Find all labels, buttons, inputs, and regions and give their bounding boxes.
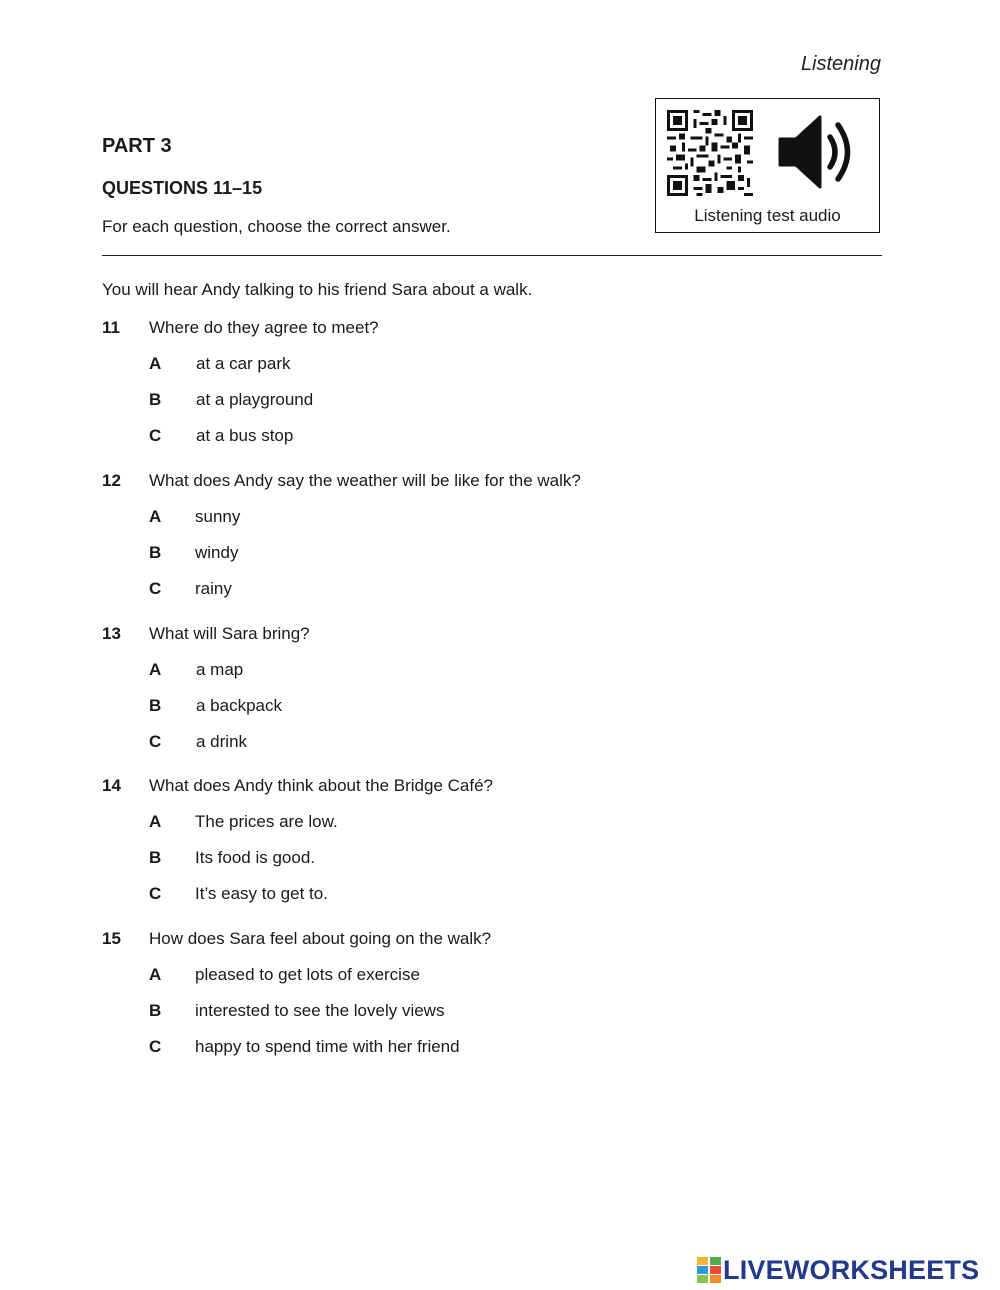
question-text: What does Andy think about the Bridge Café? — [149, 776, 494, 795]
option-letter: A — [149, 507, 162, 526]
option-letter: C — [149, 884, 162, 903]
divider — [102, 255, 882, 256]
option-letter: B — [149, 390, 162, 409]
answer-option-b[interactable] — [102, 390, 882, 412]
option-letter: A — [149, 660, 162, 679]
answer-option-a[interactable] — [102, 660, 882, 682]
question-12 — [102, 471, 882, 601]
questions-range: QUESTIONS 11–15 — [102, 178, 263, 198]
answer-option-b[interactable] — [102, 696, 882, 718]
answer-option-c[interactable] — [102, 732, 882, 754]
answer-option-b[interactable] — [102, 848, 882, 870]
logo-text: LIVEWORKSHEETS — [723, 1255, 980, 1285]
question-text: What will Sara bring? — [149, 624, 310, 643]
question-number: 13 — [102, 624, 121, 643]
answer-option-b[interactable] — [102, 543, 882, 565]
option-letter: C — [149, 732, 162, 751]
option-text: Its food is good. — [195, 848, 316, 867]
question-number: 12 — [102, 471, 121, 490]
option-text: a map — [196, 660, 244, 679]
answer-option-c[interactable] — [102, 579, 882, 601]
answer-option-c[interactable] — [102, 884, 882, 906]
answer-option-c[interactable] — [102, 1037, 882, 1059]
question-number: 15 — [102, 929, 121, 948]
option-text: It’s easy to get to. — [195, 884, 328, 903]
answer-option-a[interactable] — [102, 812, 882, 834]
option-letter: B — [149, 1001, 162, 1020]
option-letter: A — [149, 812, 162, 831]
option-text: interested to see the lovely views — [195, 1001, 445, 1020]
audio-player-box[interactable] — [655, 98, 880, 233]
liveworksheets-logo[interactable] — [697, 1254, 995, 1286]
answer-option-a[interactable] — [102, 965, 882, 987]
logo-blocks-icon — [697, 1257, 721, 1283]
question-14 — [102, 776, 882, 906]
option-text: sunny — [195, 507, 241, 526]
answer-option-a[interactable] — [102, 507, 882, 529]
intro-text: You will hear Andy talking to his friend Sara about a walk. — [102, 280, 533, 299]
option-text: a drink — [196, 732, 248, 751]
option-text: windy — [195, 543, 239, 562]
question-11 — [102, 318, 882, 448]
question-number: 11 — [102, 318, 120, 337]
option-text: The prices are low. — [195, 812, 338, 831]
section-label: Listening — [800, 53, 881, 75]
qr-code-icon[interactable] — [667, 110, 753, 196]
question-13 — [102, 624, 882, 754]
question-text: Where do they agree to meet? — [149, 318, 379, 337]
question-text: What does Andy say the weather will be like for the walk? — [149, 471, 581, 490]
option-letter: A — [149, 354, 162, 373]
option-text: a backpack — [196, 696, 282, 715]
option-text: happy to spend time with her friend — [195, 1037, 460, 1056]
option-letter: A — [149, 965, 162, 984]
option-letter: B — [149, 543, 162, 562]
answer-option-b[interactable] — [102, 1001, 882, 1023]
answer-option-c[interactable] — [102, 426, 882, 448]
instruction-text: For each question, choose the correct answer. — [102, 217, 451, 236]
option-text: pleased to get lots of exercise — [195, 965, 420, 984]
option-letter: C — [149, 1037, 162, 1056]
option-letter: C — [149, 579, 162, 598]
question-number: 14 — [102, 776, 121, 795]
part-title: PART 3 — [102, 135, 172, 157]
speaker-icon[interactable] — [778, 115, 854, 189]
option-text: at a playground — [196, 390, 314, 409]
option-text: rainy — [195, 579, 232, 598]
answer-option-a[interactable] — [102, 354, 882, 376]
audio-label: Listening test audio — [694, 206, 841, 225]
option-letter: C — [149, 426, 162, 445]
question-15 — [102, 929, 882, 1059]
option-text: at a car park — [196, 354, 291, 373]
question-text: How does Sara feel about going on the walk? — [149, 929, 492, 948]
option-letter: B — [149, 848, 162, 867]
option-letter: B — [149, 696, 162, 715]
option-text: at a bus stop — [196, 426, 294, 445]
